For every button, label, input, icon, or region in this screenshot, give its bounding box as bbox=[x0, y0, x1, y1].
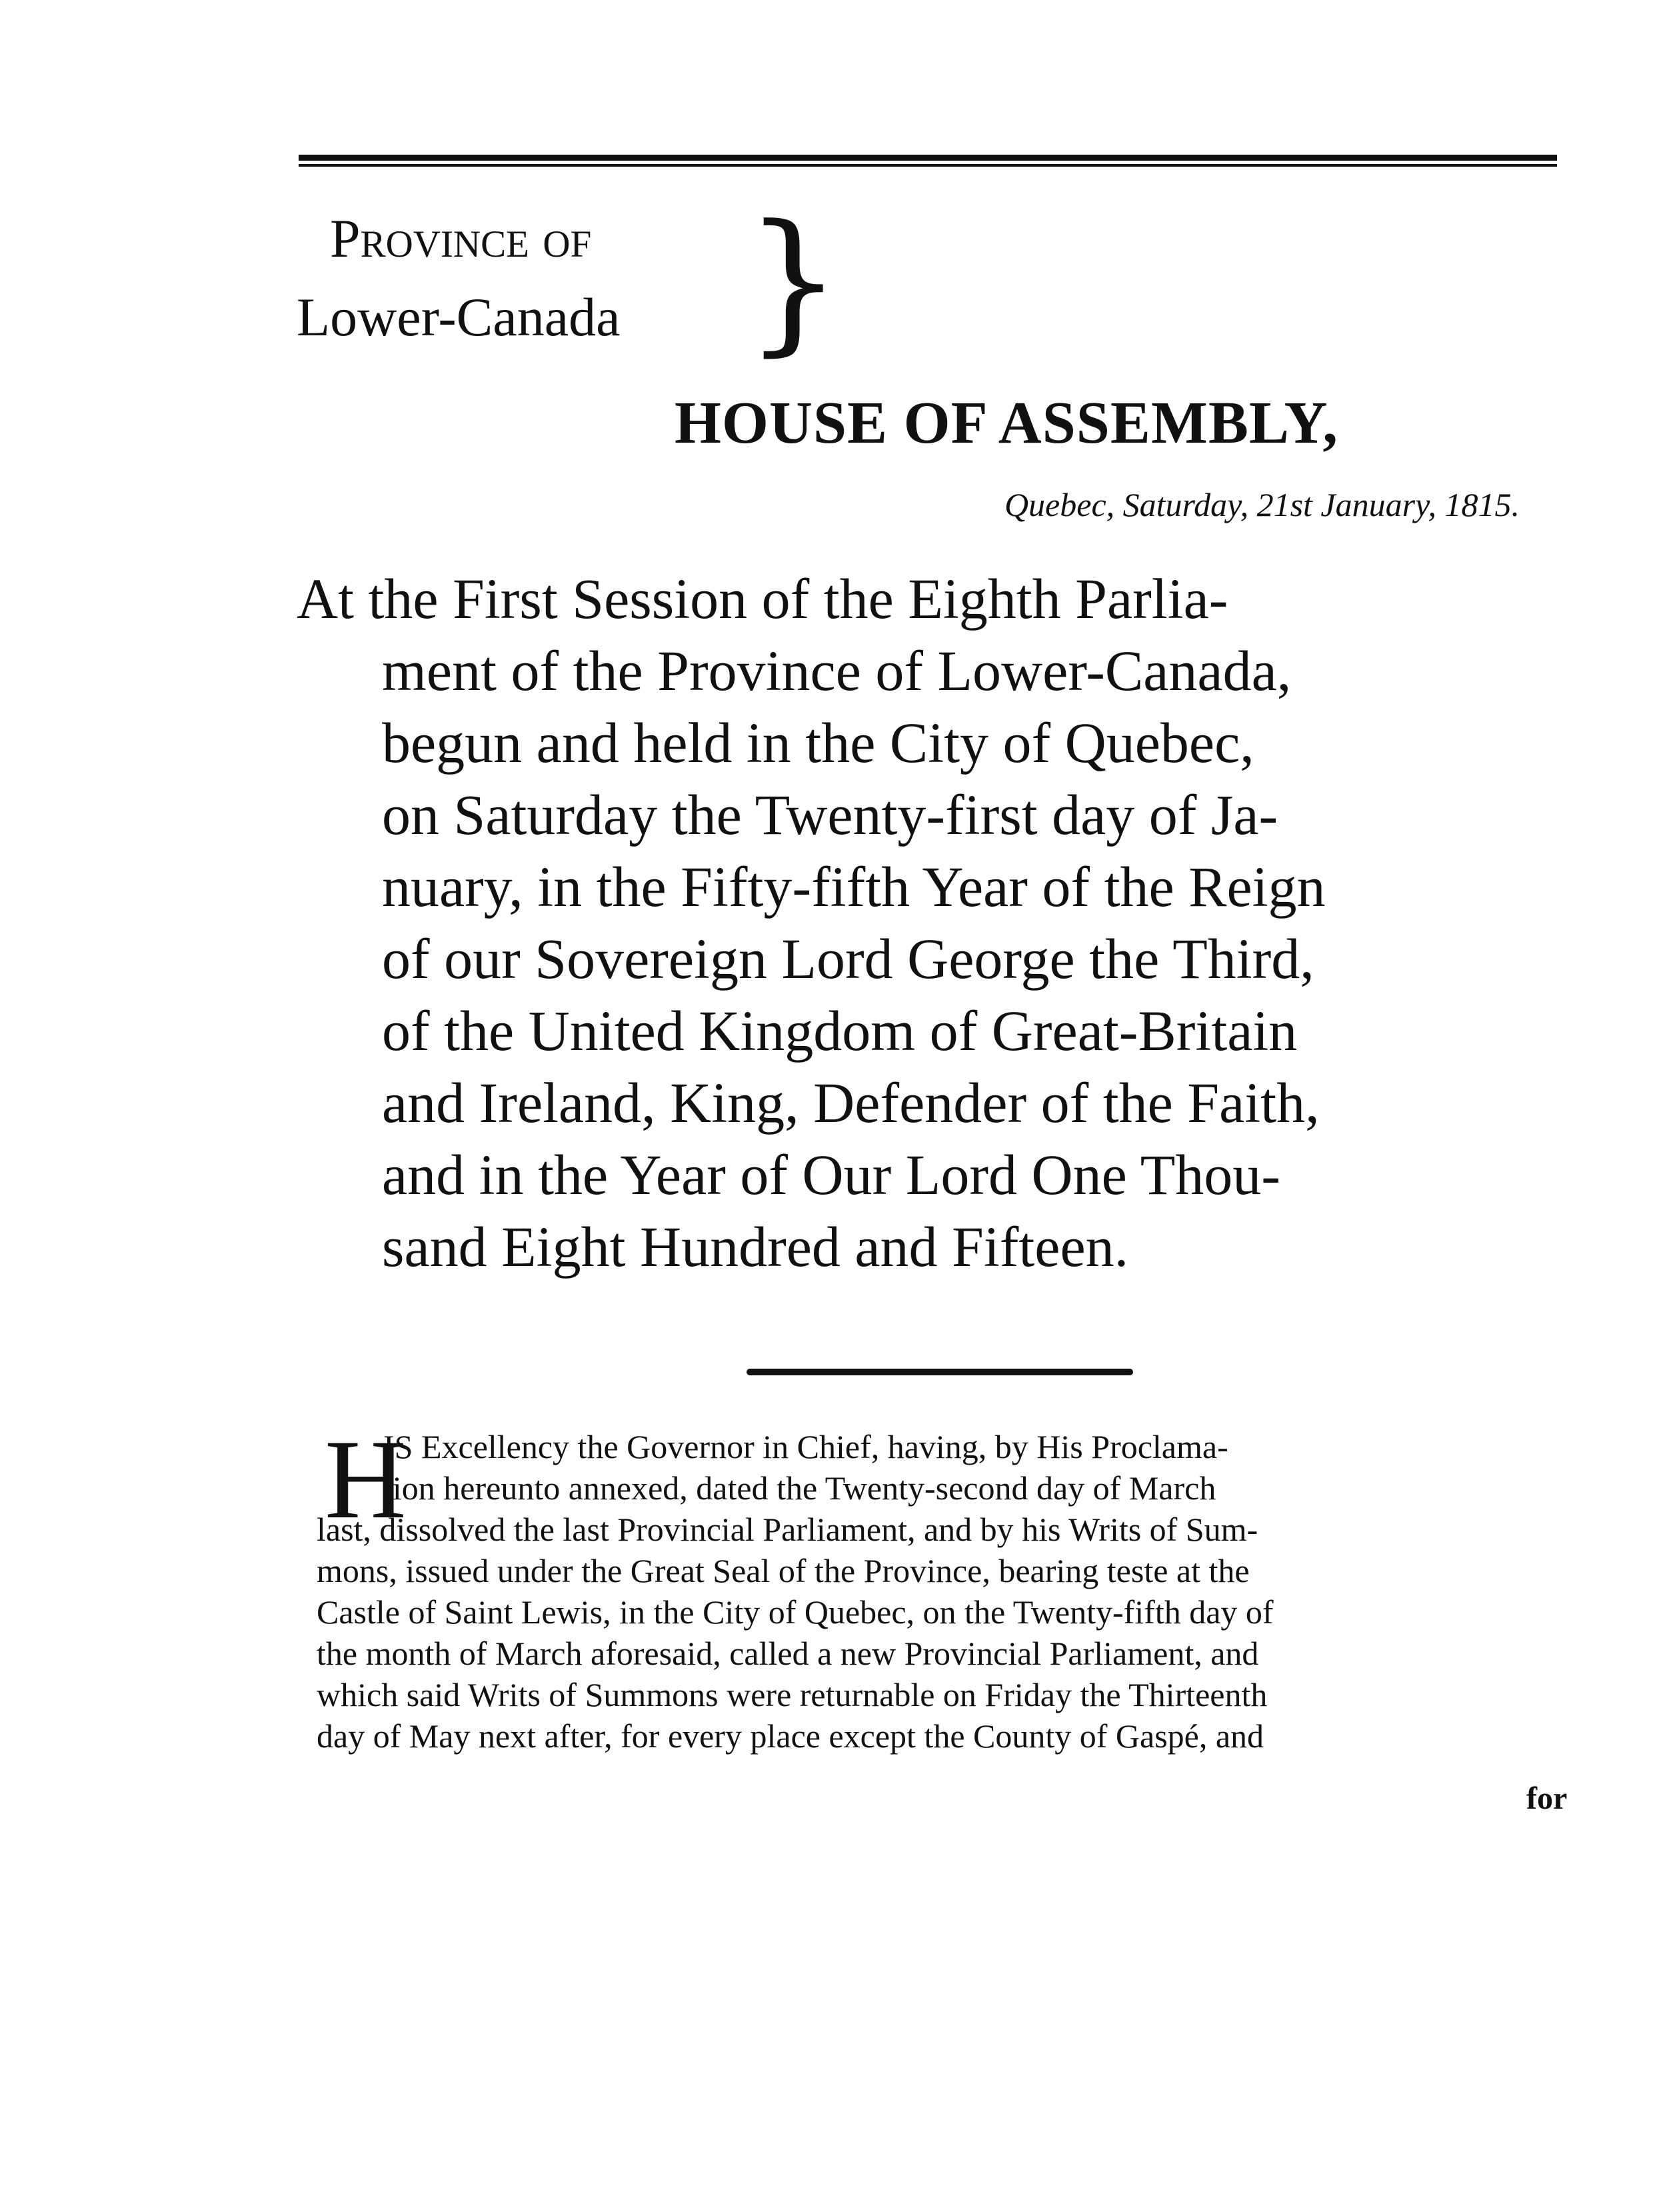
body-line: day of May next after, for every place except the County of Gaspé, and bbox=[317, 1717, 1264, 1755]
province-line-2: Lower-Canada bbox=[297, 287, 621, 347]
session-line: begun and held in the City of Quebec, bbox=[382, 711, 1254, 775]
body-line: IS Excellency the Governor in Chief, having, by His Proclama- bbox=[383, 1428, 1228, 1465]
session-line: ment of the Province of Lower-Canada, bbox=[382, 639, 1292, 703]
curly-brace: } bbox=[745, 193, 842, 371]
house-title: HOUSE OF ASSEMBLY, bbox=[675, 390, 1338, 456]
session-line: of our Sovereign Lord George the Third, bbox=[382, 927, 1314, 991]
section-divider bbox=[747, 1369, 1133, 1375]
body-line: the month of March aforesaid, called a new Provincial Parliament, and bbox=[317, 1635, 1259, 1672]
province-line-1: Province of bbox=[330, 208, 592, 269]
dateline: Quebec, Saturday, 21st January, 1815. bbox=[1004, 486, 1520, 523]
top-double-rule bbox=[299, 155, 1557, 167]
body-line: which said Writs of Summons were returnable on Friday the Thirteenth bbox=[317, 1676, 1268, 1713]
session-line: nuary, in the Fifty-fifth Year of the Reign bbox=[382, 855, 1326, 919]
body-line: tion hereunto annexed, dated the Twenty-second day of March bbox=[383, 1469, 1216, 1507]
session-line: At the First Session of the Eighth Parlia- bbox=[297, 567, 1228, 631]
drop-cap: H bbox=[325, 1417, 407, 1542]
body-line: mons, issued under the Great Seal of the Province, bearing teste at the bbox=[317, 1552, 1250, 1589]
province-heading bbox=[297, 193, 842, 371]
session-line: and Ireland, King, Defender of the Faith, bbox=[382, 1071, 1320, 1135]
body-line: Castle of Saint Lewis, in the City of Quebec, on the Twenty-fifth day of bbox=[317, 1593, 1274, 1631]
session-line: on Saturday the Twenty-first day of Ja- bbox=[382, 783, 1278, 847]
catchword: for bbox=[1526, 1781, 1568, 1816]
body-line: last, dissolved the last Provincial Parliament, and by his Writs of Sum- bbox=[317, 1511, 1258, 1548]
session-line: sand Eight Hundred and Fifteen. bbox=[382, 1215, 1129, 1279]
session-line: of the United Kingdom of Great-Britain bbox=[382, 999, 1298, 1063]
session-line: and in the Year of Our Lord One Thou- bbox=[382, 1143, 1280, 1207]
